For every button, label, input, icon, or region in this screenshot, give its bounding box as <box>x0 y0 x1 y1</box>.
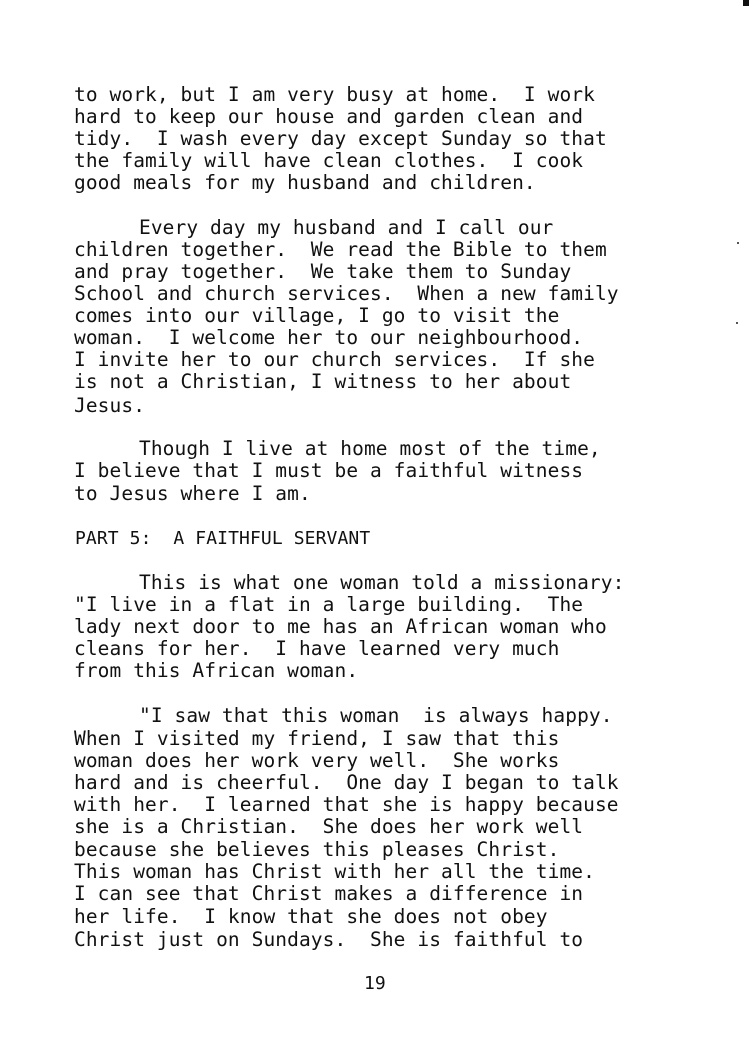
paragraph-5-line: This woman has Christ with her all the time. <box>74 860 595 883</box>
paragraph-5-line: woman does her work very well. She works <box>74 749 560 772</box>
paragraph-5-line: hard and is cheerful. One day I began to talk <box>74 771 619 794</box>
paragraph-1-line: tidy. I wash every day except Sunday so that <box>74 127 607 150</box>
paragraph-2-line: School and church services. When a new family <box>74 282 619 305</box>
scan-speck <box>736 322 738 324</box>
paragraph-4-line: "I live in a flat in a large building. The <box>74 593 584 616</box>
paragraph-5-line: Christ just on Sundays. She is faithful to <box>74 928 584 951</box>
paragraph-4-line: from this African woman. <box>74 659 359 682</box>
paragraph-4-line: cleans for her. I have learned very much <box>74 637 560 660</box>
paragraph-1-line: hard to keep our house and garden clean and <box>74 105 584 128</box>
paragraph-3-line: to Jesus where I am. <box>74 482 311 505</box>
paragraph-2-line: children together. We read the Bible to them <box>74 238 607 261</box>
paragraph-2-line: comes into our village, I go to visit the <box>74 304 560 327</box>
paragraph-2-line: woman. I welcome her to our neighbourhood. <box>74 326 584 349</box>
paragraph-2-line: Every day my husband and I call our <box>139 216 554 239</box>
paragraph-2-line: Jesus. <box>74 394 146 417</box>
paragraph-1-line: the family will have clean clothes. I cook <box>74 149 584 172</box>
paragraph-5-line: because she believes this pleases Christ. <box>74 838 560 861</box>
scan-edge-mark <box>743 0 749 6</box>
scan-speck <box>737 242 739 244</box>
paragraph-4-line: lady next door to me has an African woman who <box>74 615 607 638</box>
paragraph-4-line: This is what one woman told a missionary: <box>139 571 625 594</box>
paragraph-3-line: I believe that I must be a faithful witness <box>74 459 584 482</box>
paragraph-5-line: she is a Christian. She does her work well <box>74 815 584 838</box>
paragraph-5-line: "I saw that this woman is always happy. <box>139 704 613 727</box>
paragraph-5-line: with her. I learned that she is happy because <box>74 793 619 816</box>
paragraph-5-line: When I visited my friend, I saw that this <box>74 727 560 750</box>
paragraph-5-line: her life. I know that she does not obey <box>74 905 548 928</box>
page-number: 19 <box>364 973 386 994</box>
paragraph-5-line: I can see that Christ makes a difference in <box>74 882 584 905</box>
paragraph-2-line: is not a Christian, I witness to her about <box>74 370 572 393</box>
paragraph-1-line: to work, but I am very busy at home. I work <box>74 83 595 106</box>
paragraph-1-line: good meals for my husband and children. <box>74 171 536 194</box>
paragraph-2-line: and pray together. We take them to Sunday <box>74 260 572 283</box>
section-heading: PART 5: A FAITHFUL SERVANT <box>75 528 371 549</box>
paragraph-3-line: Though I live at home most of the time, <box>139 437 601 460</box>
paragraph-2-line: I invite her to our church services. If she <box>74 348 595 371</box>
